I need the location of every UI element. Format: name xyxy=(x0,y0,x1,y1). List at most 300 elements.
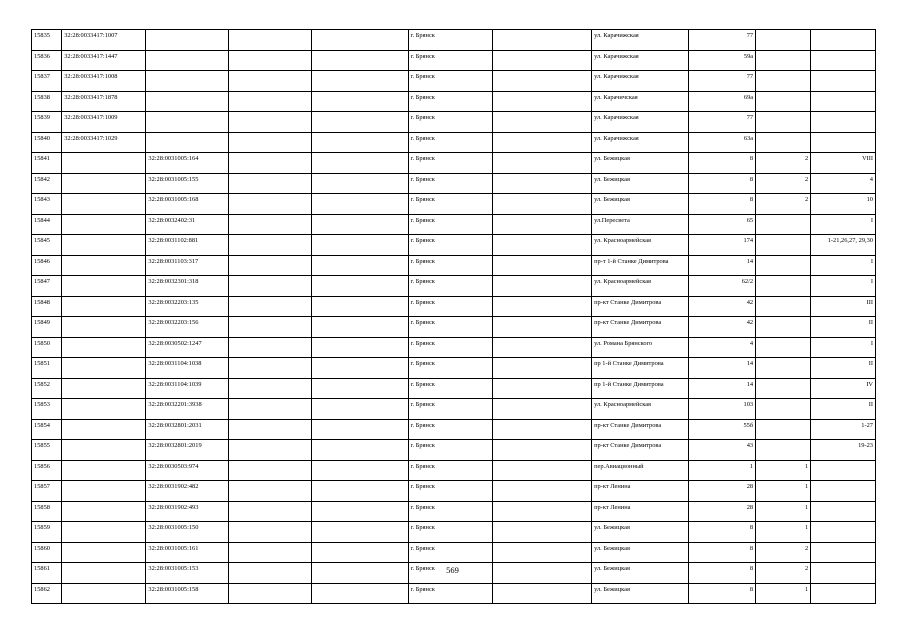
cadastral-number-alt-cell xyxy=(146,30,229,51)
city-cell: г. Брянск xyxy=(408,132,492,153)
table-row xyxy=(32,542,876,563)
room-cell xyxy=(811,501,876,522)
cadastral-number-alt-cell: 32:28:0031902:493 xyxy=(146,501,229,522)
cadastral-number-cell: 32:28:0033417:1029 xyxy=(62,132,146,153)
cadastral-number-alt-cell: 32:28:0031102:881 xyxy=(146,235,229,256)
empty-cell xyxy=(229,255,311,276)
empty-cell xyxy=(492,542,591,563)
row-number-cell: 15837 xyxy=(32,71,62,92)
city-cell: г. Брянск xyxy=(408,440,492,461)
house-cell: 174 xyxy=(689,235,756,256)
floor-cell xyxy=(756,440,811,461)
cadastral-number-cell xyxy=(62,153,146,174)
empty-cell xyxy=(311,276,408,297)
row-number-cell: 15852 xyxy=(32,378,62,399)
cadastral-number-cell xyxy=(62,440,146,461)
cadastral-number-cell xyxy=(62,522,146,543)
row-number-cell: 15861 xyxy=(32,563,62,584)
empty-cell xyxy=(311,153,408,174)
house-cell: 8 xyxy=(689,542,756,563)
cadastral-number-cell xyxy=(62,358,146,379)
cadastral-number-cell xyxy=(62,214,146,235)
row-number-cell: 15840 xyxy=(32,132,62,153)
empty-cell xyxy=(229,440,311,461)
room-cell: I xyxy=(811,214,876,235)
empty-cell xyxy=(492,378,591,399)
room-cell: 10 xyxy=(811,194,876,215)
empty-cell xyxy=(311,419,408,440)
house-cell: 4 xyxy=(689,337,756,358)
room-cell: I xyxy=(811,276,876,297)
table-row xyxy=(32,296,876,317)
room-cell: 19-23 xyxy=(811,440,876,461)
empty-cell xyxy=(492,276,591,297)
floor-cell xyxy=(756,50,811,71)
empty-cell xyxy=(492,419,591,440)
floor-cell: 2 xyxy=(756,173,811,194)
registry-table xyxy=(31,29,876,604)
empty-cell xyxy=(492,440,591,461)
table-row xyxy=(32,358,876,379)
row-number-cell: 15858 xyxy=(32,501,62,522)
empty-cell xyxy=(311,214,408,235)
room-cell: II xyxy=(811,399,876,420)
floor-cell xyxy=(756,296,811,317)
city-cell: г. Брянск xyxy=(408,419,492,440)
empty-cell xyxy=(229,112,311,133)
house-cell: 65 xyxy=(689,214,756,235)
street-cell: ул. Карачижская xyxy=(592,132,689,153)
cadastral-number-alt-cell: 32:28:0031104:1038 xyxy=(146,358,229,379)
street-cell: пр-т 1-й Станке Димитрова xyxy=(592,255,689,276)
empty-cell xyxy=(229,91,311,112)
room-cell xyxy=(811,132,876,153)
cadastral-number-alt-cell: 32:28:0031103:317 xyxy=(146,255,229,276)
cadastral-number-alt-cell: 32:28:0031005:161 xyxy=(146,542,229,563)
table-row xyxy=(32,173,876,194)
cadastral-number-alt-cell: 32:28:0032201:3938 xyxy=(146,399,229,420)
cadastral-number-alt-cell: 32:28:0032402:31 xyxy=(146,214,229,235)
empty-cell xyxy=(229,50,311,71)
house-cell: 63а xyxy=(689,132,756,153)
floor-cell xyxy=(756,214,811,235)
cadastral-number-cell: 32:28:0033417:1447 xyxy=(62,50,146,71)
cadastral-number-cell xyxy=(62,296,146,317)
row-number-cell: 15854 xyxy=(32,419,62,440)
empty-cell xyxy=(229,378,311,399)
street-cell: пр 1-й Станке Димитрова xyxy=(592,378,689,399)
empty-cell xyxy=(229,481,311,502)
city-cell: г. Брянск xyxy=(408,112,492,133)
table-row xyxy=(32,522,876,543)
floor-cell xyxy=(756,255,811,276)
room-cell: VIII xyxy=(811,153,876,174)
empty-cell xyxy=(229,542,311,563)
room-cell xyxy=(811,481,876,502)
cadastral-number-cell: 32:28:0033417:1008 xyxy=(62,71,146,92)
empty-cell xyxy=(492,71,591,92)
city-cell: г. Брянск xyxy=(408,481,492,502)
table-row xyxy=(32,419,876,440)
row-number-cell: 15841 xyxy=(32,153,62,174)
empty-cell xyxy=(229,132,311,153)
row-number-cell: 15849 xyxy=(32,317,62,338)
floor-cell: 1 xyxy=(756,481,811,502)
cadastral-number-alt-cell: 32:28:0031902:482 xyxy=(146,481,229,502)
street-cell: ул. Карачижская xyxy=(592,71,689,92)
floor-cell xyxy=(756,358,811,379)
table-row xyxy=(32,440,876,461)
empty-cell xyxy=(229,419,311,440)
city-cell: г. Брянск xyxy=(408,30,492,51)
city-cell: г. Брянск xyxy=(408,276,492,297)
street-cell: ул. Карачижская xyxy=(592,50,689,71)
empty-cell xyxy=(311,173,408,194)
row-number-cell: 15838 xyxy=(32,91,62,112)
house-cell: 8 xyxy=(689,194,756,215)
cadastral-number-alt-cell: 32:28:0031005:158 xyxy=(146,583,229,604)
room-cell: II xyxy=(811,358,876,379)
house-cell: 8 xyxy=(689,563,756,584)
empty-cell xyxy=(229,30,311,51)
empty-cell xyxy=(311,296,408,317)
street-cell: ул. Красноармейская xyxy=(592,399,689,420)
row-number-cell: 15856 xyxy=(32,460,62,481)
cadastral-number-cell xyxy=(62,399,146,420)
empty-cell xyxy=(492,235,591,256)
floor-cell xyxy=(756,378,811,399)
city-cell: г. Брянск xyxy=(408,542,492,563)
cadastral-number-cell xyxy=(62,194,146,215)
empty-cell xyxy=(311,399,408,420)
empty-cell xyxy=(229,235,311,256)
house-cell: 28 xyxy=(689,501,756,522)
room-cell xyxy=(811,522,876,543)
street-cell: ул. Бежицкая xyxy=(592,522,689,543)
street-cell: пр-кт Станке Димитрова xyxy=(592,296,689,317)
floor-cell xyxy=(756,71,811,92)
house-cell: 55б xyxy=(689,419,756,440)
floor-cell: 1 xyxy=(756,501,811,522)
street-cell: ул. Карачичская xyxy=(592,91,689,112)
empty-cell xyxy=(492,296,591,317)
street-cell: пр-кт Ленина xyxy=(592,501,689,522)
row-number-cell: 15839 xyxy=(32,112,62,133)
room-cell: IV xyxy=(811,378,876,399)
city-cell: г. Брянск xyxy=(408,71,492,92)
registry-rows xyxy=(32,30,876,604)
street-cell: ул. Романа Брянского xyxy=(592,337,689,358)
table-row xyxy=(32,481,876,502)
street-cell: ул.Пересвета xyxy=(592,214,689,235)
empty-cell xyxy=(229,583,311,604)
row-number-cell: 15843 xyxy=(32,194,62,215)
table-row xyxy=(32,235,876,256)
house-cell: 8 xyxy=(689,153,756,174)
cadastral-number-alt-cell xyxy=(146,112,229,133)
city-cell: г. Брянск xyxy=(408,173,492,194)
table-row xyxy=(32,194,876,215)
empty-cell xyxy=(311,440,408,461)
street-cell: ул. Бежицкая xyxy=(592,153,689,174)
empty-cell xyxy=(229,173,311,194)
empty-cell xyxy=(311,542,408,563)
city-cell: г. Брянск xyxy=(408,378,492,399)
street-cell: пер.Авиационный xyxy=(592,460,689,481)
empty-cell xyxy=(311,358,408,379)
room-cell xyxy=(811,71,876,92)
floor-cell: 2 xyxy=(756,542,811,563)
cadastral-number-alt-cell: 32:28:0031005:150 xyxy=(146,522,229,543)
row-number-cell: 15848 xyxy=(32,296,62,317)
cadastral-number-cell xyxy=(62,378,146,399)
empty-cell xyxy=(492,173,591,194)
empty-cell xyxy=(311,501,408,522)
house-cell: 77 xyxy=(689,30,756,51)
table-row xyxy=(32,460,876,481)
empty-cell xyxy=(492,481,591,502)
room-cell: 4 xyxy=(811,173,876,194)
city-cell: г. Брянск xyxy=(408,522,492,543)
cadastral-number-cell xyxy=(62,460,146,481)
street-cell: пр-кт Станке Димитрова xyxy=(592,419,689,440)
room-cell xyxy=(811,583,876,604)
empty-cell xyxy=(492,358,591,379)
house-cell: 62/2 xyxy=(689,276,756,297)
table-row xyxy=(32,501,876,522)
table-row xyxy=(32,276,876,297)
empty-cell xyxy=(229,296,311,317)
floor-cell xyxy=(756,132,811,153)
row-number-cell: 15855 xyxy=(32,440,62,461)
floor-cell: 2 xyxy=(756,153,811,174)
floor-cell xyxy=(756,91,811,112)
empty-cell xyxy=(229,317,311,338)
city-cell: г. Брянск xyxy=(408,194,492,215)
cadastral-number-alt-cell xyxy=(146,132,229,153)
city-cell: г. Брянск xyxy=(408,501,492,522)
empty-cell xyxy=(229,501,311,522)
empty-cell xyxy=(311,317,408,338)
cadastral-number-alt-cell: 32:28:0030502:1247 xyxy=(146,337,229,358)
empty-cell xyxy=(492,132,591,153)
street-cell: ул. Карачижская xyxy=(592,112,689,133)
empty-cell xyxy=(311,30,408,51)
empty-cell xyxy=(492,337,591,358)
floor-cell xyxy=(756,419,811,440)
empty-cell xyxy=(492,214,591,235)
cadastral-number-alt-cell: 32:28:0032801:2031 xyxy=(146,419,229,440)
cadastral-number-alt-cell: 32:28:0032203:135 xyxy=(146,296,229,317)
street-cell: ул. Бежицкая xyxy=(592,173,689,194)
empty-cell xyxy=(229,71,311,92)
table-row xyxy=(32,71,876,92)
house-cell: 42 xyxy=(689,296,756,317)
empty-cell xyxy=(229,214,311,235)
row-number-cell: 15862 xyxy=(32,583,62,604)
empty-cell xyxy=(311,583,408,604)
street-cell: ул. Красноармейская xyxy=(592,276,689,297)
row-number-cell: 15853 xyxy=(32,399,62,420)
floor-cell: 1 xyxy=(756,583,811,604)
street-cell: ул. Бежицкая xyxy=(592,542,689,563)
empty-cell xyxy=(492,399,591,420)
table-row xyxy=(32,112,876,133)
row-number-cell: 15836 xyxy=(32,50,62,71)
cadastral-number-alt-cell: 32:28:0031005:153 xyxy=(146,563,229,584)
cadastral-number-cell xyxy=(62,173,146,194)
empty-cell xyxy=(492,153,591,174)
empty-cell xyxy=(492,194,591,215)
table-row xyxy=(32,214,876,235)
cadastral-number-cell xyxy=(62,419,146,440)
empty-cell xyxy=(229,337,311,358)
house-cell: 42 xyxy=(689,317,756,338)
table-row xyxy=(32,132,876,153)
empty-cell xyxy=(492,460,591,481)
house-cell: 77 xyxy=(689,112,756,133)
room-cell xyxy=(811,50,876,71)
floor-cell: 2 xyxy=(756,563,811,584)
row-number-cell: 15847 xyxy=(32,276,62,297)
floor-cell xyxy=(756,399,811,420)
cadastral-number-cell xyxy=(62,583,146,604)
empty-cell xyxy=(311,481,408,502)
cadastral-number-alt-cell xyxy=(146,91,229,112)
cadastral-number-alt-cell: 32:28:0031005:168 xyxy=(146,194,229,215)
empty-cell xyxy=(492,501,591,522)
floor-cell xyxy=(756,30,811,51)
empty-cell xyxy=(229,522,311,543)
empty-cell xyxy=(311,91,408,112)
empty-cell xyxy=(311,71,408,92)
empty-cell xyxy=(311,194,408,215)
city-cell: г. Брянск xyxy=(408,460,492,481)
cadastral-number-alt-cell: 32:28:0032301:318 xyxy=(146,276,229,297)
city-cell: г. Брянск xyxy=(408,399,492,420)
street-cell: ул. Бежицкая xyxy=(592,194,689,215)
table-row xyxy=(32,378,876,399)
cadastral-number-cell: 32:28:0033417:1007 xyxy=(62,30,146,51)
table-row xyxy=(32,399,876,420)
cadastral-number-cell: 32:28:0033417:1009 xyxy=(62,112,146,133)
table-row xyxy=(32,91,876,112)
city-cell: г. Брянск xyxy=(408,296,492,317)
empty-cell xyxy=(492,50,591,71)
city-cell: г. Брянск xyxy=(408,583,492,604)
city-cell: г. Брянск xyxy=(408,563,492,584)
empty-cell xyxy=(311,235,408,256)
empty-cell xyxy=(311,460,408,481)
table-row xyxy=(32,583,876,604)
empty-cell xyxy=(492,583,591,604)
row-number-cell: 15845 xyxy=(32,235,62,256)
row-number-cell: 15860 xyxy=(32,542,62,563)
room-cell: I xyxy=(811,337,876,358)
empty-cell xyxy=(229,460,311,481)
floor-cell: 1 xyxy=(756,522,811,543)
cadastral-number-cell xyxy=(62,337,146,358)
city-cell: г. Брянск xyxy=(408,358,492,379)
room-cell: III xyxy=(811,296,876,317)
empty-cell xyxy=(229,358,311,379)
house-cell: 28 xyxy=(689,481,756,502)
city-cell: г. Брянск xyxy=(408,214,492,235)
room-cell: 1-21,26,27, 29,30 xyxy=(811,235,876,256)
empty-cell xyxy=(492,255,591,276)
city-cell: г. Брянск xyxy=(408,337,492,358)
cadastral-number-alt-cell: 32:28:0031104:1039 xyxy=(146,378,229,399)
empty-cell xyxy=(229,399,311,420)
floor-cell: 2 xyxy=(756,194,811,215)
room-cell: I xyxy=(811,255,876,276)
room-cell xyxy=(811,460,876,481)
empty-cell xyxy=(311,255,408,276)
house-cell: 59а xyxy=(689,50,756,71)
house-cell: 8 xyxy=(689,173,756,194)
empty-cell xyxy=(311,522,408,543)
row-number-cell: 15835 xyxy=(32,30,62,51)
table-row xyxy=(32,30,876,51)
table-row xyxy=(32,153,876,174)
floor-cell xyxy=(756,276,811,297)
room-cell: II xyxy=(811,317,876,338)
cadastral-number-alt-cell: 32:28:0031005:164 xyxy=(146,153,229,174)
street-cell: ул. Бежицкая xyxy=(592,563,689,584)
room-cell: 1-27 xyxy=(811,419,876,440)
floor-cell xyxy=(756,337,811,358)
cadastral-number-cell xyxy=(62,255,146,276)
room-cell xyxy=(811,91,876,112)
cadastral-number-alt-cell: 32:28:0031005:155 xyxy=(146,173,229,194)
room-cell xyxy=(811,542,876,563)
row-number-cell: 15842 xyxy=(32,173,62,194)
house-cell: 14 xyxy=(689,358,756,379)
cadastral-number-cell xyxy=(62,317,146,338)
city-cell: г. Брянск xyxy=(408,255,492,276)
empty-cell xyxy=(311,132,408,153)
floor-cell xyxy=(756,317,811,338)
page-number: 569 xyxy=(446,565,459,575)
house-cell: 8 xyxy=(689,583,756,604)
row-number-cell: 15844 xyxy=(32,214,62,235)
empty-cell xyxy=(492,30,591,51)
city-cell: г. Брянск xyxy=(408,317,492,338)
street-cell: пр-кт Ленина xyxy=(592,481,689,502)
city-cell: г. Брянск xyxy=(408,50,492,71)
cadastral-number-alt-cell: 32:28:0032203:156 xyxy=(146,317,229,338)
street-cell: пр-кт Станке Димитрова xyxy=(592,317,689,338)
room-cell xyxy=(811,30,876,51)
cadastral-number-alt-cell: 32:28:0030503:974 xyxy=(146,460,229,481)
empty-cell xyxy=(229,276,311,297)
cadastral-number-cell xyxy=(62,235,146,256)
table-row xyxy=(32,255,876,276)
row-number-cell: 15846 xyxy=(32,255,62,276)
street-cell: ул. Карачижская xyxy=(592,30,689,51)
empty-cell xyxy=(492,317,591,338)
house-cell: 69а xyxy=(689,91,756,112)
row-number-cell: 15859 xyxy=(32,522,62,543)
empty-cell xyxy=(492,91,591,112)
city-cell: г. Брянск xyxy=(408,235,492,256)
cadastral-number-cell xyxy=(62,481,146,502)
row-number-cell: 15857 xyxy=(32,481,62,502)
room-cell xyxy=(811,112,876,133)
row-number-cell: 15851 xyxy=(32,358,62,379)
house-cell: 14 xyxy=(689,255,756,276)
table-row xyxy=(32,50,876,71)
